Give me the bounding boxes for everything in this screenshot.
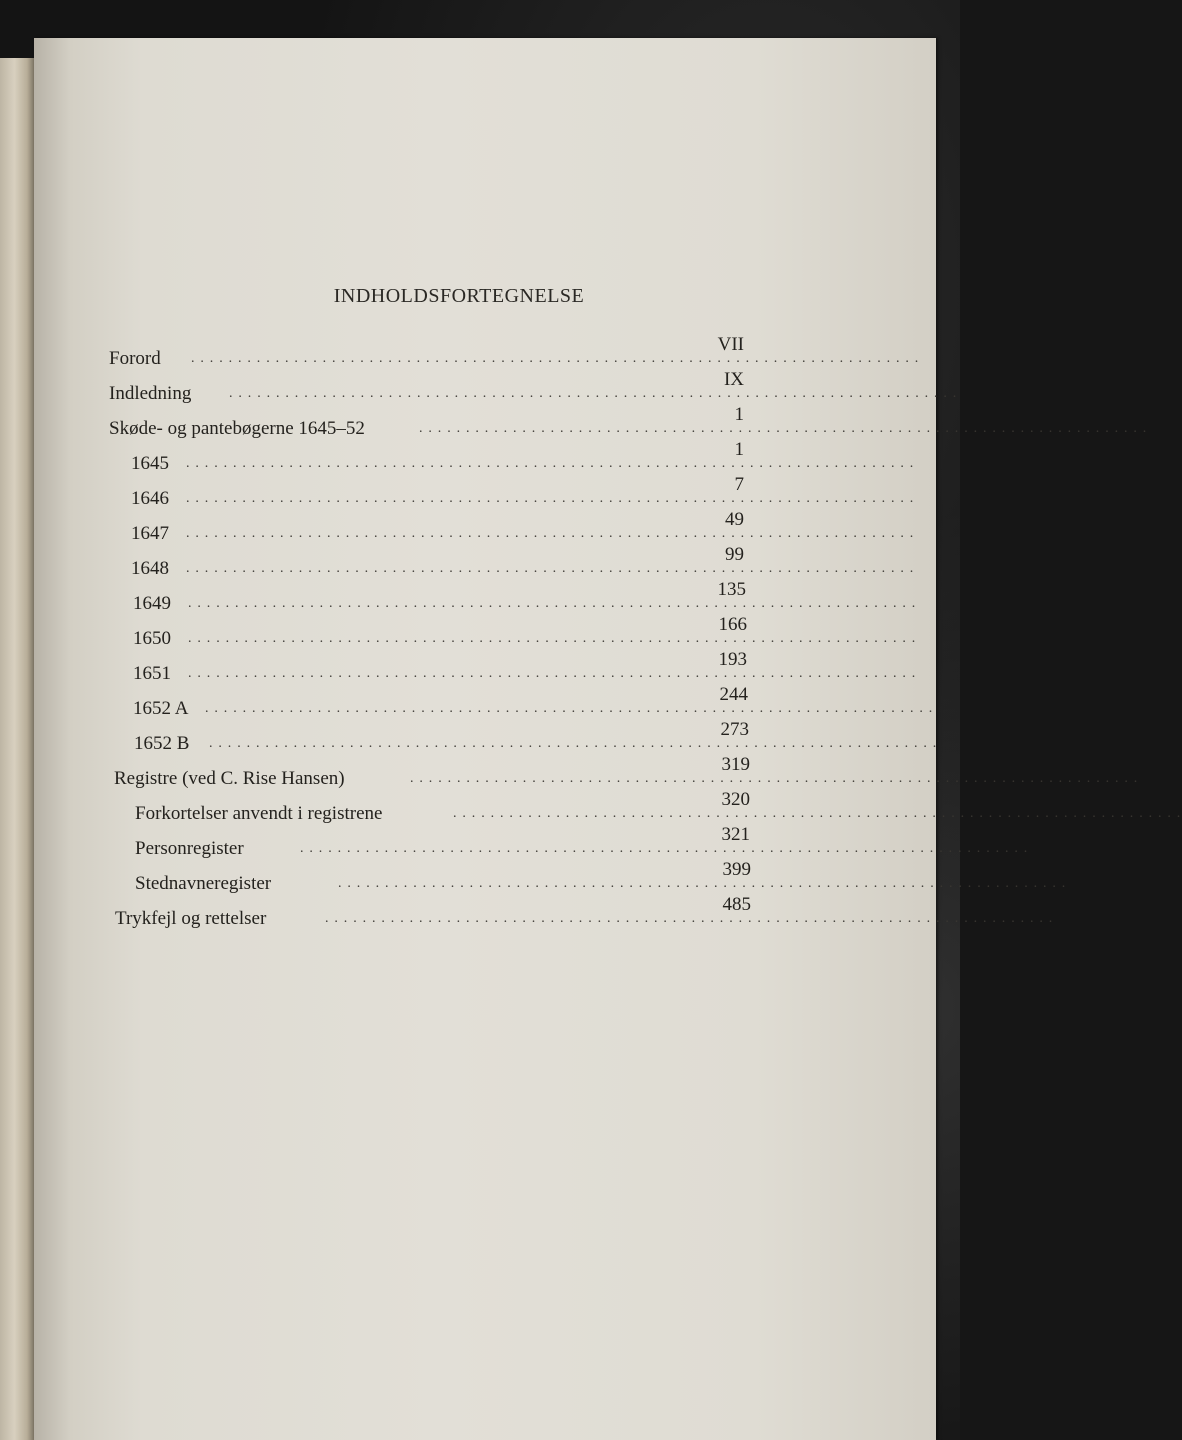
dot-leader: . . . . . . . . . . . . . . . . . . . . . . . . . . . . . . . . . . . . . . . . . . . . . . . . . . . . . . . . . . . . . . . . . . . . . . . . . . . . . .	[205, 701, 934, 716]
toc-entry-label: 1652 A	[133, 698, 189, 719]
toc-entry-page: 193	[718, 649, 747, 670]
toc-entry-label: Forkortelser anvendt i registrene	[135, 803, 383, 824]
dot-leader: . . . . . . . . . . . . . . . . . . . . . . . . . . . . . . . . . . . . . . . . . . . . . . . . . . . . . . . . . . . . . . . . . . . . . . . . . . . . . .	[229, 386, 958, 401]
toc-entry	[133, 649, 917, 687]
toc-entry-page: 1	[734, 404, 744, 425]
toc-entry-label: 1652 B	[134, 733, 190, 754]
dot-leader: . . . . . . . . . . . . . . . . . . . . . . . . . . . . . . . . . . . . . . . . . . . . . . . . . . . . . . . . . . . . . . . . . . . . . . . . . . . . . .	[188, 666, 917, 681]
toc-entry	[131, 509, 915, 547]
dot-leader: . . . . . . . . . . . . . . . . . . . . . . . . . . . . . . . . . . . . . . . . . . . . . . . . . . . . . . . . . . . . . . . . . . . . . . . . . . . . . .	[188, 596, 917, 611]
dot-leader: . . . . . . . . . . . . . . . . . . . . . . . . . . . . . . . . . . . . . . . . . . . . . . . . . . . . . . . . . . . . . . . . . . . . . . . . . . . . . .	[186, 491, 915, 506]
toc-entry-page: 1	[734, 439, 744, 460]
book-page	[34, 38, 1182, 1440]
dot-leader: . . . . . . . . . . . . . . . . . . . . . . . . . . . . . . . . . . . . . . . . . . . . . . . . . . . . . . . . . . . . . . . . . . . . . . . . . . . . . .	[186, 561, 915, 576]
toc-title: INDHOLDSFORTEGNELSE	[333, 285, 585, 307]
toc-entry	[134, 719, 938, 757]
toc-entry	[135, 859, 1067, 897]
dot-leader: . . . . . . . . . . . . . . . . . . . . . . . . . . . . . . . . . . . . . . . . . . . . . . . . . . . . . . . . . . . . . . . . . . . . . . . . . . . . . .	[410, 771, 1139, 786]
toc-entry-page: 244	[719, 684, 748, 705]
toc-entry	[133, 614, 917, 652]
toc-entry-label: 1648	[131, 558, 169, 579]
toc-entry	[135, 789, 1182, 827]
toc-entry	[131, 544, 915, 582]
dot-leader: . . . . . . . . . . . . . . . . . . . . . . . . . . . . . . . . . . . . . . . . . . . . . . . . . . . . . . . . . . . . . . . . . . . . . . . . . . . . . .	[325, 911, 1054, 926]
toc-entry-page: 399	[722, 859, 751, 880]
toc-entry	[109, 334, 920, 372]
toc-entry-page: 320	[721, 789, 750, 810]
toc-entry	[133, 579, 917, 617]
toc-entry-label: 1646	[131, 488, 169, 509]
toc-entry-label: Skøde- og pantebøgerne 1645–52	[109, 418, 365, 439]
toc-entry-label: Stednavneregister	[135, 873, 272, 894]
toc-entry-page: 7	[734, 474, 744, 495]
toc-entry-page: 319	[721, 754, 750, 775]
toc-entry-page: 321	[721, 824, 750, 845]
toc-entry	[109, 369, 958, 407]
toc-entry	[133, 684, 934, 722]
toc-entry-page: 49	[725, 509, 744, 530]
table-of-contents	[34, 38, 1182, 1440]
toc-entry-label: 1645	[131, 453, 169, 474]
dot-leader: . . . . . . . . . . . . . . . . . . . . . . . . . . . . . . . . . . . . . . . . . . . . . . . . . . . . . . . . . . . . . . . . . . . . . . . . . . . . . .	[300, 841, 1029, 856]
dot-leader: . . . . . . . . . . . . . . . . . . . . . . . . . . . . . . . . . . . . . . . . . . . . . . . . . . . . . . . . . . . . . . . . . . . . . . . . . . . . . .	[186, 526, 915, 541]
dot-leader: . . . . . . . . . . . . . . . . . . . . . . . . . . . . . . . . . . . . . . . . . . . . . . . . . . . . . . . . . . . . . . . . . . . . . . . . . . . . . .	[186, 456, 915, 471]
toc-entry-label: 1647	[131, 523, 169, 544]
toc-entry-label: Trykfejl og rettelser	[115, 908, 267, 929]
toc-entry	[135, 824, 1029, 862]
toc-entry	[114, 754, 1139, 792]
toc-entry-page: 485	[722, 894, 751, 915]
toc-entry	[131, 474, 915, 512]
toc-entry-label: 1650	[133, 628, 171, 649]
toc-entry-label: 1649	[133, 593, 171, 614]
toc-entry-label: Indledning	[109, 383, 192, 404]
toc-entry	[115, 894, 1054, 932]
dot-leader: . . . . . . . . . . . . . . . . . . . . . . . . . . . . . . . . . . . . . . . . . . . . . . . . . . . . . . . . . . . . . . . . . . . . . . . . . . . . . .	[419, 421, 1148, 436]
left-page-edge	[0, 58, 36, 1440]
dot-leader: . . . . . . . . . . . . . . . . . . . . . . . . . . . . . . . . . . . . . . . . . . . . . . . . . . . . . . . . . . . . . . . . . . . . . . . . . . . . . .	[209, 736, 938, 751]
toc-entry-label: Personregister	[135, 838, 244, 859]
toc-entry-page: 135	[717, 579, 746, 600]
dot-leader: . . . . . . . . . . . . . . . . . . . . . . . . . . . . . . . . . . . . . . . . . . . . . . . . . . . . . . . . . . . . . . . . . . . . . . . . . . . . . .	[338, 876, 1067, 891]
toc-entry	[131, 439, 915, 477]
toc-entry-page: 99	[725, 544, 744, 565]
toc-entry-page: 273	[720, 719, 749, 740]
toc-entry-label: Registre (ved C. Rise Hansen)	[114, 768, 345, 789]
toc-entry-page: IX	[723, 369, 744, 390]
toc-entry-label: 1651	[133, 663, 171, 684]
toc-entry-page: VII	[717, 334, 744, 355]
dot-leader: . . . . . . . . . . . . . . . . . . . . . . . . . . . . . . . . . . . . . . . . . . . . . . . . . . . . . . . . . . . . . . . . . . . . . . . . . . . . . .	[188, 631, 917, 646]
dot-leader: . . . . . . . . . . . . . . . . . . . . . . . . . . . . . . . . . . . . . . . . . . . . . . . . . . . . . . . . . . . . . . . . . . . . . . . . . . . . . .	[453, 806, 1182, 821]
toc-entry-label: Forord	[109, 348, 161, 369]
toc-entry	[109, 404, 1148, 442]
dot-leader: . . . . . . . . . . . . . . . . . . . . . . . . . . . . . . . . . . . . . . . . . . . . . . . . . . . . . . . . . . . . . . . . . . . . . . . . . . . . . .	[191, 351, 920, 366]
toc-entry-page: 166	[718, 614, 747, 635]
